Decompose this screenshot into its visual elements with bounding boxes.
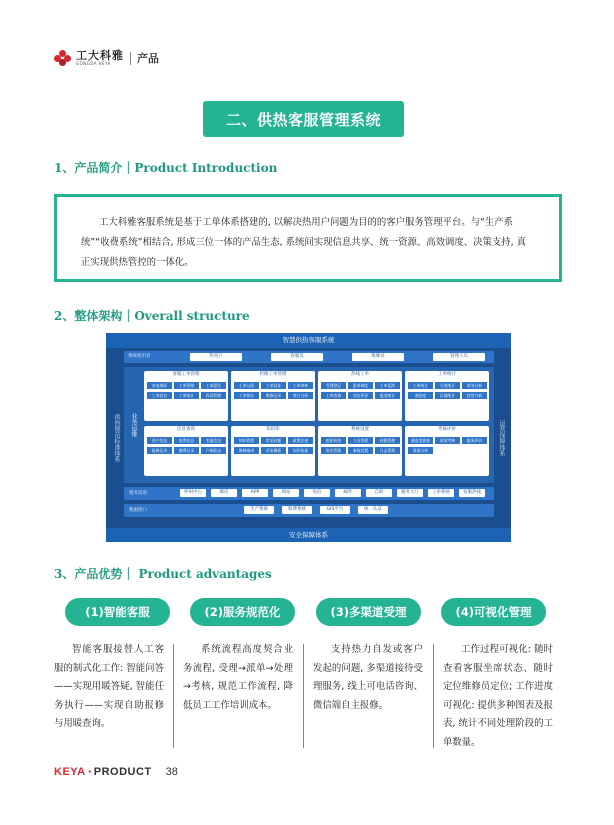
diagram-chip: 收费系统 (282, 506, 312, 514)
diagram-chip: GIS平台 (320, 506, 350, 514)
header-divider (130, 52, 131, 65)
diagram-cluster (318, 371, 402, 421)
cluster-title: 信息查询 (177, 427, 195, 432)
cluster-title: 考核评价 (438, 427, 456, 432)
footer-product: PRODUCT (93, 766, 152, 778)
header-label: 产品 (137, 52, 159, 65)
section-banner: 二、供热客服管理系统 (203, 101, 404, 137)
users-row-label: 系统使用者 (128, 354, 151, 359)
cluster-cell: 服务评价 (462, 437, 487, 444)
diagram-chip: 客服热线 (459, 489, 485, 497)
diagram-inner-left-label: 业务运维 (130, 413, 137, 437)
diagram-cluster (144, 426, 228, 476)
cluster-cell: 工单派发 (201, 382, 226, 389)
advantages-title: 3、产品优势｜ Product advantages (54, 567, 272, 581)
cluster-cell: 工单审核 (288, 382, 313, 389)
diagram-chip: 短信 (304, 489, 330, 497)
advantage-text-3: 支持热力自发或客户发起的问题, 多渠道接待受理服务, 线上可电话咨询、微信端自主报修。 (313, 644, 423, 711)
cluster-cell: 角色管理 (321, 447, 346, 454)
advantage-pill-1: (1)智能客服 (65, 598, 170, 626)
advantage-pill-4: (4)可视化管理 (441, 598, 546, 626)
cluster-title: 客服工单管理 (172, 372, 200, 377)
cluster-cell: 投诉管理 (201, 392, 226, 399)
cluster-title: 热线工单 (351, 372, 369, 377)
cluster-cell: 户阀状态 (201, 447, 226, 454)
cluster-cell: 权限管理 (375, 437, 400, 444)
structure-title: 2、整体架构｜Overall structure (54, 309, 250, 323)
diagram-left-side: 供热规范标准体系 (113, 414, 120, 462)
diagram-chip: 服务大厅 (397, 489, 423, 497)
diagram-chip: 客服员 (271, 353, 323, 361)
logo-icon (54, 50, 72, 66)
cluster-cell: 参数设置 (348, 447, 373, 454)
diagram-cluster (318, 426, 402, 476)
cluster-cell: 工单统计 (174, 392, 199, 399)
logo-cn: 工大科雅 (76, 49, 124, 62)
page-number: 38 (165, 766, 178, 778)
diagram-users-row (124, 351, 494, 363)
cluster-cell: 回访评价 (348, 392, 373, 399)
diagram-cluster (144, 371, 228, 421)
diagram-cluster (231, 371, 315, 421)
diagram-cluster (405, 426, 489, 476)
cluster-cell: 统计分析 (288, 392, 313, 399)
cluster-cell: 工单回访 (147, 392, 172, 399)
cluster-cell: 质量分析 (408, 447, 433, 454)
advantage-text-4: 工作过程可视化: 随时查看客服坐席状态、随时定位维修员定位; 工作进度可视化: 提供多种图表及报表, 统计不同处理阶段的工单数量。 (443, 644, 553, 748)
diagram-chip: 热用户 (190, 353, 242, 361)
diagram-right-side: 运营保障体系 (498, 420, 505, 456)
cluster-cell: 工单督办 (234, 392, 259, 399)
advantage-pill-2: (2)服务规范化 (190, 598, 295, 626)
cluster-cell: 缴费记录 (174, 447, 199, 454)
cluster-cell: 日志管理 (375, 447, 400, 454)
cluster-title: 知识库 (266, 427, 280, 432)
diagram-cluster (231, 426, 315, 476)
diagram-chip: 统一认证 (358, 506, 388, 514)
cluster-cell: 工单查询 (321, 392, 346, 399)
cluster-cell: 工单回复 (261, 382, 286, 389)
architecture-diagram (106, 333, 511, 542)
cluster-cell: 知识检索 (288, 447, 313, 454)
cluster-cell: 报修记录 (147, 447, 172, 454)
cluster-cell: 分类统计 (435, 382, 460, 389)
footer-dot: · (87, 765, 92, 778)
footer-brand: KEYA (54, 766, 86, 778)
diagram-chip: 微信 (211, 489, 237, 497)
diagram-chip: 生产系统 (244, 506, 274, 514)
cluster-cell: 满意度 (408, 392, 433, 399)
diagram-chip: 呼叫中心 (180, 489, 206, 497)
cluster-cell: 人员管理 (348, 437, 373, 444)
cluster-cell: 知识管理 (234, 437, 259, 444)
diagram-modules (124, 367, 494, 483)
cluster-cell: 满意度调查 (408, 437, 433, 444)
advantage-divider (303, 644, 304, 748)
diagram-cluster (405, 371, 489, 421)
diagram-chip: 管理人员 (433, 353, 485, 361)
intro-text: 工大科雅客服系统是基于工单体系搭建的, 以解决热用户问题为目的的客户服务管理平台。与“生产系统”“收费系统”相结合, 形成三位一体的产品生态, 系统间实现信息共享、统一资源、高效调度、决策支持, 真正实现供热管控的一体化。 (81, 217, 526, 268)
cluster-cell: 受理登记 (321, 382, 346, 389)
cluster-cell: 工单反馈 (375, 382, 400, 389)
advantage-divider (173, 644, 174, 748)
cluster-cell: 用户信息 (147, 437, 172, 444)
interface-bar-label: 数据接口 (129, 508, 147, 513)
cluster-cell: 工单管理 (174, 382, 199, 389)
cluster-cell: 话术模板 (261, 447, 286, 454)
diagram-chip: 自助 (366, 489, 392, 497)
intro-title: 1、产品简介｜Product Introduction (54, 161, 278, 175)
advantage-text-2: 系统流程高度契合业务流程, 受理→派单→处理→考核, 规范工作流程, 降低员工工作培训成本。 (183, 644, 293, 711)
cluster-cell: 政策法规 (288, 437, 313, 444)
cluster-cell: 工单分派 (234, 382, 259, 389)
cluster-cell: 派单调度 (348, 382, 373, 389)
cluster-title: 工单统计 (438, 372, 456, 377)
cluster-cell: 趋势分析 (462, 392, 487, 399)
cluster-title: 系统设置 (351, 427, 369, 432)
cluster-cell: 组织机构 (321, 437, 346, 444)
diagram-chip: 邮件 (335, 489, 361, 497)
diagram-chip: 工单系统 (428, 489, 454, 497)
cluster-cell: 区域统计 (435, 392, 460, 399)
header (54, 48, 159, 68)
logo (76, 50, 124, 66)
diagram-channel-bar (124, 487, 494, 500)
diagram-footer: 安全保障体系 (106, 528, 511, 542)
cluster-cell: 时效分析 (462, 382, 487, 389)
diagram-title: 智慧供热客服系统 (106, 333, 511, 348)
cluster-cell: 来电弹屏 (147, 382, 172, 389)
cluster-cell: 收费信息 (174, 437, 199, 444)
channel-bar-label: 服务渠道 (129, 491, 147, 496)
cluster-cell: 维修记录 (261, 392, 286, 399)
cluster-cell: 报表统计 (375, 392, 400, 399)
footer (54, 765, 178, 778)
diagram-chip: 维修员 (352, 353, 404, 361)
cluster-cell: 常见问题 (261, 437, 286, 444)
diagram-chip: APP (242, 489, 268, 497)
diagram-interface-bar (124, 504, 494, 517)
diagram-chip: 网站 (273, 489, 299, 497)
cluster-cell: 工单统计 (408, 382, 433, 389)
intro-box (54, 194, 562, 282)
advantage-text-1: 智能客服接替人工客服的制式化工作: 智能问答——实现用暖答疑, 智能任务执行——实现自助报修与用暖查询。 (54, 644, 164, 730)
advantage-divider (433, 644, 434, 748)
cluster-cell: 绩效考核 (435, 437, 460, 444)
logo-en: GONGDA KEYA (76, 61, 111, 66)
advantage-pill-3: (3)多渠道受理 (316, 598, 421, 626)
cluster-title: 检修工单管理 (259, 372, 287, 377)
cluster-cell: 室温信息 (201, 437, 226, 444)
cluster-cell: 维修指南 (234, 447, 259, 454)
